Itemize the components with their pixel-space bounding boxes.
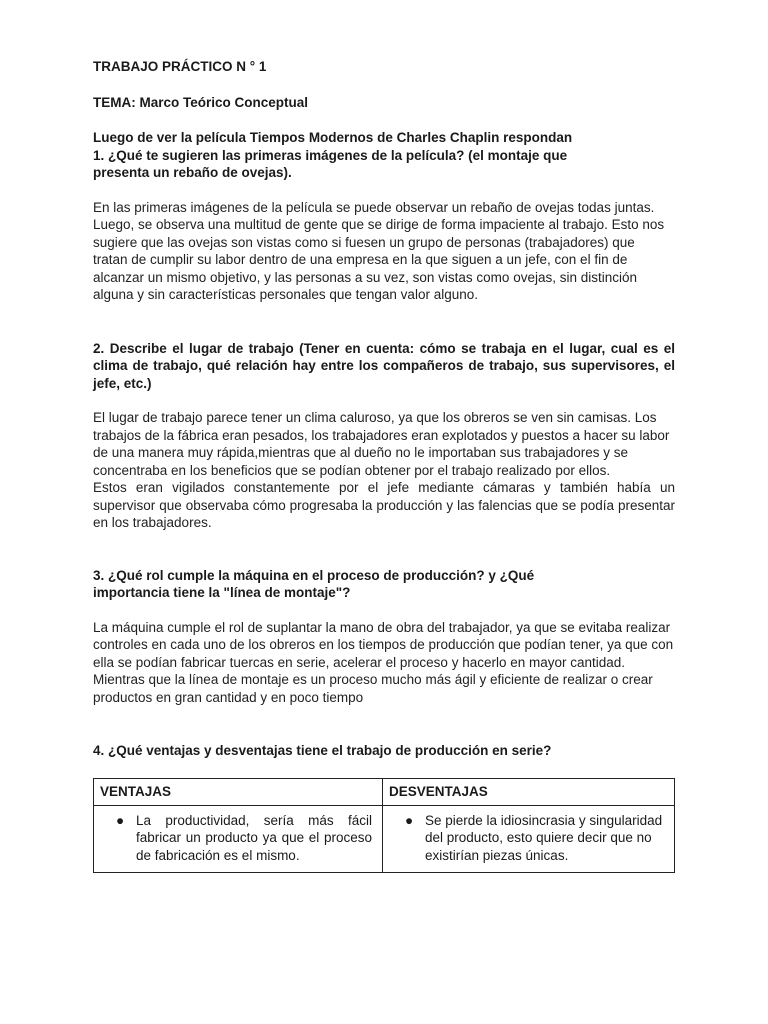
answer-3-paragraph-1: La máquina cumple el rol de suplantar la mano de obra del trabajador, ya que se evitaba realizar controles en cada uno de los obreros en los tiempos de producción que podían tener, ya que con ella se podían fabricar tuercas en serie, acelerar el proceso y hacerlo en mayor cantidad. xyxy=(93,619,674,670)
bullet-icon: ● xyxy=(405,812,414,828)
table-row xyxy=(94,805,675,873)
desventaja-text: Se pierde la idiosincrasia y singularidad del producto, esto quiere decir que no existirían piezas únicas. xyxy=(425,812,663,863)
header-ventajas: VENTAJAS xyxy=(94,778,383,805)
bullet-icon: ● xyxy=(116,812,125,828)
answer-2-paragraph-2: Estos eran vigilados constantemente por el jefe mediante cámaras y también había un supervisor que observaba cómo progresaba la producción y las falencias que se podía presentar en los trabajadores. xyxy=(93,480,675,530)
cell-ventaja xyxy=(94,805,383,873)
ventaja-text: La productividad, sería más fácil fabricar un producto ya que el proceso de fabricación es el mismo. xyxy=(136,812,372,863)
answer-2-paragraph-1: El lugar de trabajo parece tener un clima caluroso, ya que los obreros se ven sin camisas. Los trabajos de la fábrica eran pesados, los trabajadores eran explotados y puestos a hacer su labor de una manera muy rápida,mientras que al dueño no le importaban sus trabajadores y se concentraba en los beneficios que se podían obtener por el trabajo realizado por ellos. xyxy=(93,410,670,478)
question-2: 2. Describe el lugar de trabajo (Tener en cuenta: cómo se trabaja en el lugar, cual es el clima de trabajo, qué relación hay entre los compañeros de trabajo, sus supervisores, el jefe, etc.) xyxy=(93,340,675,391)
question-1: 1. ¿Qué te sugieren las primeras imágenes de la película? (el montaje que presenta un rebaño de ovejas). xyxy=(93,147,568,180)
list-item xyxy=(393,812,664,865)
question-4: 4. ¿Qué ventajas y desventajas tiene el trabajo de producción en serie? xyxy=(93,743,552,758)
topic-heading: TEMA: Marco Teórico Conceptual xyxy=(93,94,309,110)
document-page xyxy=(93,58,675,873)
question-3: 3. ¿Qué rol cumple la máquina en el proceso de producción? y ¿Qué importancia tiene la "línea de montaje"? xyxy=(93,567,535,600)
list-item xyxy=(104,812,372,865)
answer-1: En las primeras imágenes de la película se puede observar un rebaño de ovejas todas juntas. Luego, se observa una multitud de gente que se dirige de forma impaciente al trabajo. Esto nos sugiere que las ovejas son vistas como si fuesen un grupo de personas (trabajadores) que tratan de cumplir su labor dentro de una empresa en la que siguen a un jefe, con el fin de alcanzar un mismo objetivo, y las personas a su vez, son vistas como ovejas, sin distinción alguna y sin características personales que tengan valor alguno. xyxy=(93,199,665,302)
document-title: TRABAJO PRÁCTICO N ° 1 xyxy=(93,59,267,74)
header-desventajas: DESVENTAJAS xyxy=(383,778,675,805)
intro-text: Luego de ver la película Tiempos Modernos de Charles Chaplin respondan xyxy=(93,130,573,145)
cell-desventaja xyxy=(383,805,675,873)
table-header-row xyxy=(94,778,675,805)
advantages-table xyxy=(93,778,675,874)
answer-3-paragraph-2: Mientras que la línea de montaje es un proceso mucho más ágil y eficiente de realizar o crear productos en gran cantidad y en poco tiempo xyxy=(93,672,653,705)
